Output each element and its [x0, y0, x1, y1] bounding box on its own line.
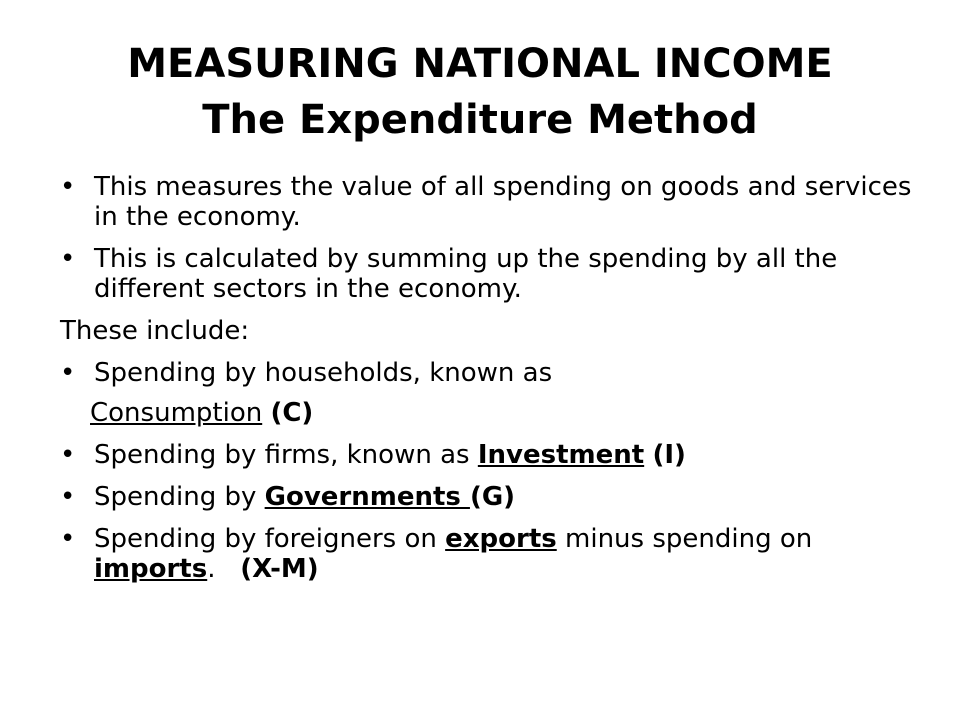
bullet-icon: •: [60, 172, 76, 202]
bullet-text: This measures the value of all spending on goods and services in the economy.: [94, 172, 912, 232]
bullet-item-definition: [60, 172, 920, 232]
bullet-item-foreigners: [60, 524, 920, 584]
term-governments: Governments: [264, 482, 470, 512]
households-continuation: [60, 398, 920, 428]
bullet-text: Spending by foreigners on: [94, 524, 446, 554]
symbol-x-m: (X-M): [240, 554, 319, 584]
slide-content: [60, 172, 920, 596]
title-line-1: MEASURING NATIONAL INCOME: [127, 41, 833, 87]
bullet-text: Spending by: [94, 482, 265, 512]
bullet-icon: •: [60, 440, 76, 470]
bullet-item-households: [60, 358, 920, 388]
bullet-icon: •: [60, 244, 76, 274]
term-exports: exports: [445, 524, 557, 554]
term-imports: imports: [94, 554, 208, 584]
bullet-item-governments: [60, 482, 920, 512]
bullet-icon: •: [60, 482, 76, 512]
bullet-item-calculation: [60, 244, 920, 304]
symbol-i: (I): [652, 440, 686, 470]
title-line-2: The Expenditure Method: [202, 97, 758, 143]
slide-title: [40, 36, 920, 148]
bullet-text-end: .: [207, 554, 241, 584]
bullet-text: This is calculated by summing up the spending by all the different sectors in the economy.: [94, 244, 838, 304]
term-consumption: Consumption: [90, 398, 263, 428]
bullet-text: Spending by households, known as: [94, 358, 553, 388]
bullet-item-firms: [60, 440, 920, 470]
term-investment: Investment: [477, 440, 645, 470]
intro-text: These include:: [60, 316, 250, 346]
bullet-icon: •: [60, 524, 76, 554]
symbol-g: (G): [469, 482, 516, 512]
bullet-icon: •: [60, 358, 76, 388]
symbol-c: (C): [270, 398, 314, 428]
bullet-text: Spending by firms, known as: [94, 440, 478, 470]
bullet-text-middle: minus spending on: [556, 524, 813, 554]
